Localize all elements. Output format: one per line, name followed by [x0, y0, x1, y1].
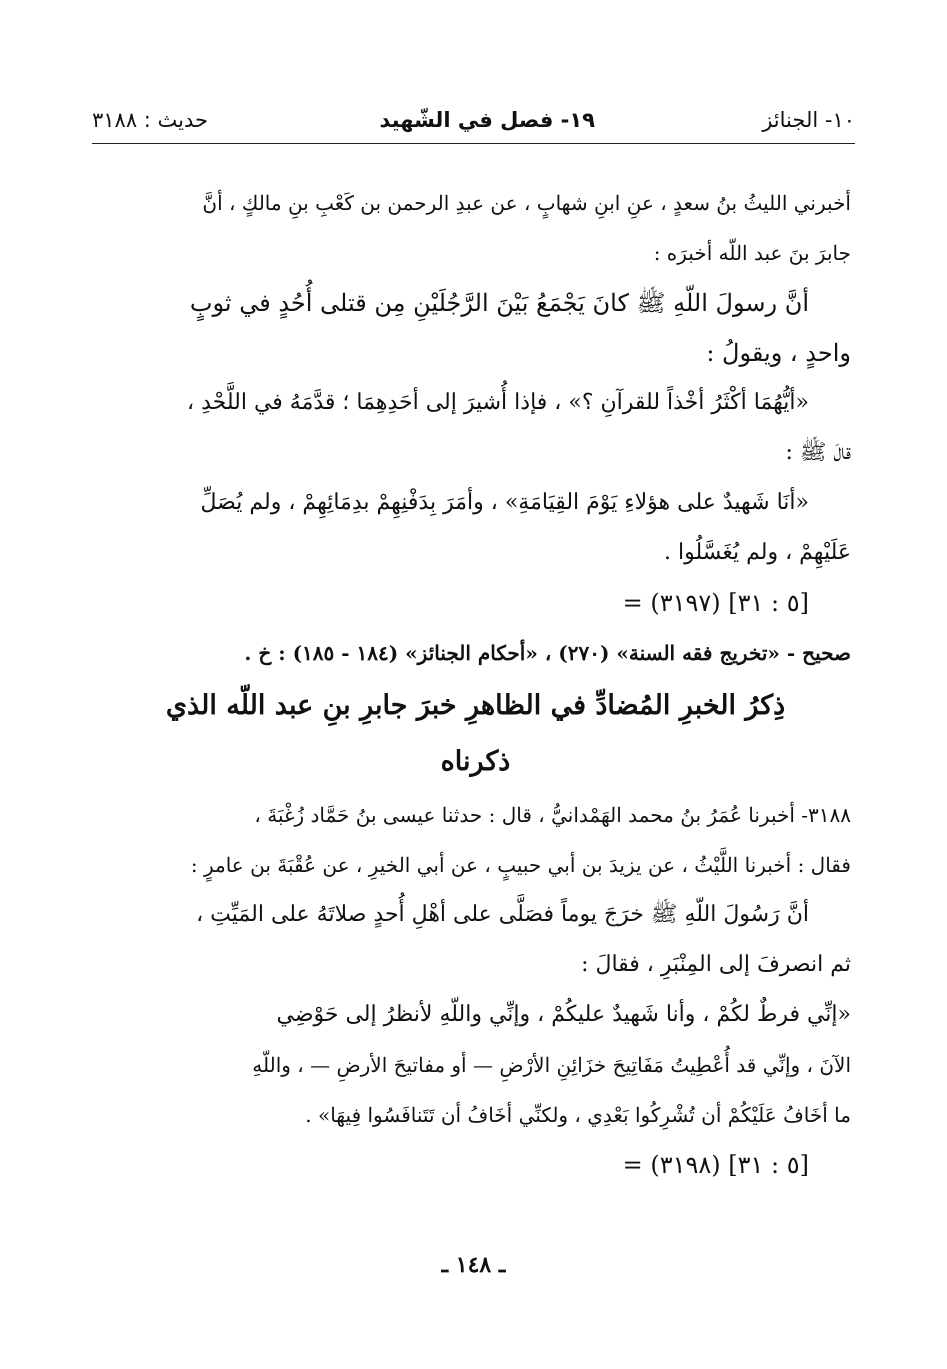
matn-line: أنَّ رَسُولَ اللّهِ ﷺ خرَجَ يوماً فصَلَّى على أهْلِ أُحدٍ صلاتَهُ على المَيِّتِ ، — [196, 902, 809, 927]
matn-line: ثم انصرفَ إلى المِنْبَرِ ، فقالَ : — [581, 952, 851, 977]
header-rule — [92, 143, 855, 144]
cross-reference: = (٣١٩٨) [٥ : ٣١] — [622, 1151, 809, 1179]
page-body — [100, 178, 851, 1190]
page-number: ـ ١٤٨ ـ — [441, 1252, 506, 1278]
matn-line: «أيُّهُمَا أكْثَرُ أخْذاً للقرآنِ ؟» ، فإذا أُشيرَ إلى أحَدِهِمَا ؛ قدَّمَهُ في اللَّحْدِ ، — [187, 390, 809, 415]
isnad-line: فقال : أخبرنا اللَّيْثُ ، عن يزيدَ بن أبي حبيبٍ ، عن أبي الخيرِ ، عن عُقْبَةَ بن عامرٍ : — [190, 853, 851, 877]
matn-line: «إنِّي فرطٌ لكُمْ ، وأنا شَهيدٌ عليكُمْ ، وإنِّي واللّهِ لأنظرُ إلى حَوْضِي — [276, 1002, 851, 1027]
matn-line: واحدٍ ، ويقولُ : — [706, 339, 851, 367]
matn-line: قالَ ﷺ : — [785, 440, 851, 465]
hadith-number: حديث : ٣١٨٨ — [92, 108, 209, 132]
matn-line: ما أخَافُ عَلَيْكُمْ أن تُشْرِكُوا بَعْدِي ، ولكنِّي أخَافُ أن تَتَنافَسُوا فِيهَا» . — [305, 1103, 851, 1127]
chapter-heading: ذكرناه — [440, 746, 511, 777]
section-title: ١٩- فصل في الشّهيد — [379, 108, 595, 132]
chapter-heading: ذِكرُ الخبرِ المُضادِّ في الظاهرِ خبرَ جابرِ بنِ عبد اللّه الذي — [165, 690, 786, 721]
isnad-line: جابرَ بنَ عبد اللّه أخبرَه : — [653, 241, 851, 265]
chapter-title: ١٠- الجنائز — [762, 108, 855, 132]
matn-line: عَلَيْهِمْ ، ولم يُغَسَّلُوا . — [664, 540, 851, 565]
matn-line: الآنَ ، وإنِّي قد أُعْطِيتُ مَفَاتِيحَ خزَائِنِ الأرْضِ — أو مفاتيحَ الأرضِ — ، واللّهِ — [252, 1053, 851, 1077]
isnad-line: ٣١٨٨- أخبرنا عُمَرُ بنُ محمد الهَمْدانيُّ ، قال : حدثنا عيسى بنُ حَمَّاد زُغْبَةَ ، — [254, 803, 851, 827]
matn-line: أنَّ رسولَ اللّهِ ﷺ كانَ يَجْمَعُ بَيْنَ الرَّجُلَيْنِ مِن قتلى أُحُدٍ في ثوبٍ — [189, 289, 809, 317]
isnad-line: أخبرني الليثُ بنُ سعدٍ ، عنِ ابنِ شهابٍ ، عن عبدِ الرحمن بن كَعْبِ بنِ مالكٍ ، أنَّ — [202, 191, 851, 215]
takhrij-note: صحيح - «تخريج فقه السنة» (٢٧٠) ، «أحكام الجنائز» (١٨٤ - ١٨٥) : خ . — [244, 641, 851, 665]
matn-line: «أنَا شَهيدٌ على هؤلاءِ يَوْمَ القِيَامَةِ» ، وأمَرَ بِدَفْنِهِمْ بدِمَائِهِمْ ، ولم يُصَلِّ — [200, 490, 809, 515]
running-header — [92, 108, 855, 142]
cross-reference: = (٣١٩٧) [٥ : ٣١] — [622, 589, 809, 617]
